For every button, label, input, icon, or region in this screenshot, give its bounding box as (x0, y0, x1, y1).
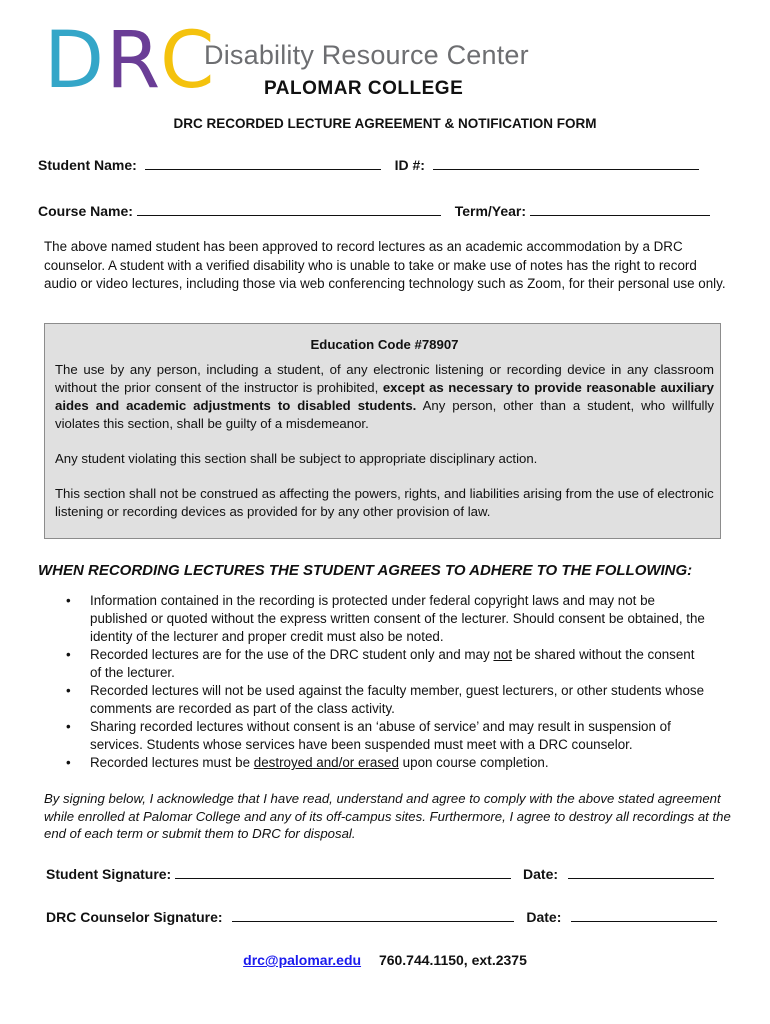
counselor-date-field[interactable] (571, 909, 717, 922)
list-item: • Information contained in the recording is protected under federal copyright laws and may not be published or quoted without the express written consent of the lecturer. Should consent be obtained, the identity of the lecturer and proper credit must also be noted. (66, 592, 706, 646)
student-date-label: Date: (523, 866, 559, 882)
intro-paragraph: The above named student has been approved to record lectures as an academic accommodation by a DRC counselor. A student with a verified disability who is unable to take or make use of notes has the right to record audio or video lectures, including those via web conferencing technology such as Zoom, for their personal use only. (44, 239, 726, 291)
logo-college-name: PALOMAR COLLEGE (264, 78, 464, 99)
phone-number: 760.744.1150, ext.2375 (378, 952, 527, 968)
logo-letter-d: D (44, 16, 103, 106)
counselor-date-label: Date: (526, 909, 562, 925)
course-row (38, 203, 710, 219)
b5-start: Recorded lectures must be (90, 755, 251, 770)
course-name-label: Course Name: (38, 203, 133, 219)
id-label: ID #: (394, 157, 425, 173)
education-code-title: Education Code #78907 (310, 337, 459, 352)
list-item (66, 646, 706, 682)
student-signature-row (46, 866, 714, 882)
code-p1-start: The use by any person, including a student, of any electronic listening or recording device in any classroom without the prior consent of the instructor is prohibited, (55, 362, 714, 395)
list-item: • Sharing recorded lectures without consent is an ‘abuse of service’ and may result in suspension of services. Students whose services have been suspended must meet with a DRC counselor. (66, 718, 706, 754)
b2-end: be shared without the consent of the lecturer. (90, 647, 695, 680)
code-p1-bold: except as necessary to provide reasonable auxiliary aides and academic adjustments to disabled students. (55, 380, 714, 413)
course-name-field[interactable] (137, 203, 441, 216)
b5-underlined: destroyed and/or erased (253, 755, 399, 770)
list-item: • Recorded lectures will not be used against the faculty member, guest lecturers, or other students whose comments are recorded as part of the class activity. (66, 682, 706, 718)
logo-letter-c: C (160, 16, 215, 106)
drc-logo (44, 16, 529, 106)
student-name-label: Student Name: (38, 157, 137, 173)
term-year-field[interactable] (530, 203, 710, 216)
b2-underlined: not (493, 647, 513, 662)
agreement-heading: WHEN RECORDING LECTURES THE STUDENT AGREES TO ADHERE TO THE FOLLOWING: (38, 562, 693, 579)
b5-end: upon course completion. (402, 755, 549, 770)
email-link[interactable]: drc@palomar.edu (243, 952, 362, 968)
student-date-field[interactable] (568, 866, 714, 879)
counselor-signature-row (46, 909, 717, 925)
education-code-paragraph-1 (55, 361, 714, 433)
counselor-signature-label: DRC Counselor Signature: (46, 909, 223, 925)
b2-start: Recorded lectures are for the use of the DRC student only and may (90, 647, 490, 662)
student-name-field[interactable] (145, 157, 381, 170)
student-signature-label: Student Signature: (46, 866, 172, 882)
student-signature-field[interactable] (175, 866, 511, 879)
agreement-list (66, 592, 706, 772)
code-p1-end: Any person, other than a student, who willfully violates this section, shall be guilty of a misdemeanor. (55, 398, 714, 431)
logo-letter-r: R (106, 16, 161, 106)
student-name-row (38, 157, 699, 173)
logo-center-name: Disability Resource Center (204, 40, 529, 70)
education-code-paragraph-3: This section shall not be construed as affecting the powers, rights, and liabilities arising from the use of electronic listening or recording devices as provided for by any other provision of law. (55, 486, 714, 519)
contact-line (0, 952, 770, 968)
term-year-label: Term/Year: (454, 203, 527, 219)
counselor-signature-field[interactable] (232, 909, 514, 922)
id-field[interactable] (433, 157, 699, 170)
form-title: DRC RECORDED LECTURE AGREEMENT & NOTIFICATION FORM (173, 116, 597, 131)
education-code-paragraph-2: Any student violating this section shall be subject to appropriate disciplinary action. (55, 451, 538, 466)
education-code-box (44, 323, 721, 539)
acknowledgement-paragraph: By signing below, I acknowledge that I have read, understand and agree to comply with the above stated agreement while enrolled at Palomar College and any of its off-campus sites. Furthermore, I agree to destroy all recordings at the end of each term or submit them to DRC for disposal. (44, 791, 731, 841)
list-item (66, 754, 706, 772)
